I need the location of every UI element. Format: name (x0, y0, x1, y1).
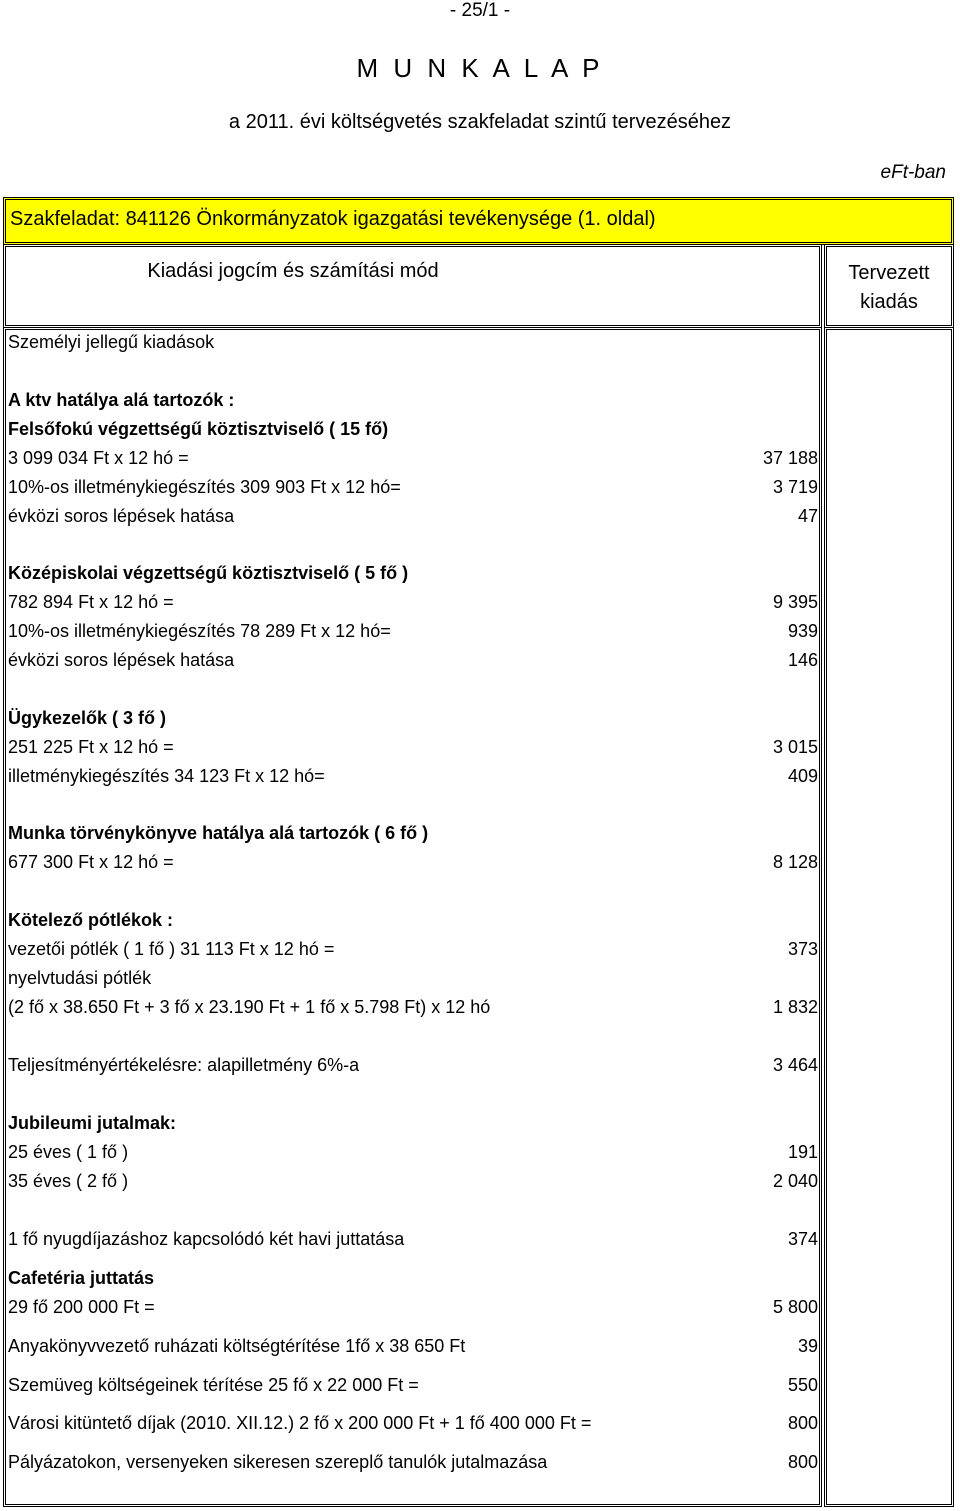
row-label: Városi kitüntető díjak (2010. XII.12.) 2 fő x 200 000 Ft + 1 fő 400 000 Ft = (8, 1413, 592, 1433)
body-cell-amount (824, 327, 954, 1507)
row-value: 409 (787, 766, 818, 786)
header-cell-description (3, 244, 822, 328)
row-label: 29 fő 200 000 Ft = (8, 1297, 155, 1317)
row-label: Ügykezelők ( 3 fő ) (8, 708, 167, 728)
row-label: 3 099 034 Ft x 12 hó = (8, 448, 189, 468)
row-label: 35 éves ( 2 fő ) (8, 1171, 129, 1191)
section-title: Személyi jellegű kiadások (8, 332, 215, 352)
row-value: 3 464 (772, 1055, 818, 1075)
banner-text: Szakfeladat: 841126 Önkormányzatok igazgatási tevékenysége (1. oldal) (10, 208, 656, 230)
row-label: Kötelező pótlékok : (8, 910, 174, 930)
row-value: 37 188 (762, 448, 818, 468)
row-value: 374 (787, 1229, 818, 1249)
row-value: 39 (797, 1336, 818, 1356)
department-banner (3, 197, 954, 245)
row-label: 25 éves ( 1 fő ) (8, 1142, 129, 1162)
row-value: 3 015 (772, 737, 818, 757)
row-value: 800 (787, 1413, 818, 1433)
row-value: 3 719 (772, 477, 818, 497)
row-value: 8 128 (772, 852, 818, 872)
row-value: 5 800 (772, 1297, 818, 1317)
row-label: évközi soros lépések hatása (8, 650, 235, 670)
row-label: Középiskolai végzettségű köztisztviselő ( 5 fő ) (8, 563, 409, 583)
row-label: illetménykiegészítés 34 123 Ft x 12 hó= (8, 766, 325, 786)
row-value: 191 (787, 1142, 818, 1162)
page-title: M U N K A L A P (356, 53, 604, 83)
row-label: 251 225 Ft x 12 hó = (8, 737, 174, 757)
row-label: A ktv hatálya alá tartozók : (8, 390, 235, 410)
row-value: 146 (787, 650, 818, 670)
row-label: Teljesítményértékelésre: alapilletmény 6%-a (8, 1055, 360, 1075)
row-label: Jubileumi jutalmak: (8, 1113, 177, 1133)
row-value: 800 (787, 1452, 818, 1472)
row-value: 1 832 (772, 997, 818, 1017)
row-label: 1 fő nyugdíjazáshoz kapcsolódó két havi juttatása (8, 1229, 405, 1249)
row-value: 939 (787, 621, 818, 641)
unit-label: eFt-ban (880, 162, 946, 183)
row-value: 47 (797, 506, 818, 526)
row-label: Felsőfokú végzettségű köztisztviselő ( 15 fő) (8, 419, 389, 439)
row-label: 10%-os illetménykiegészítés 78 289 Ft x 12 hó= (8, 621, 391, 641)
row-value: 9 395 (772, 592, 818, 612)
row-label: Anyakönyvvezető ruházati költségtérítése 1fő x 38 650 Ft (8, 1336, 466, 1356)
row-label: Cafetéria juttatás (8, 1268, 155, 1288)
row-label: vezetői pótlék ( 1 fő ) 31 113 Ft x 12 hó = (8, 939, 335, 959)
page-subtitle: a 2011. évi költségvetés szakfeladat szintű tervezéséhez (228, 111, 732, 133)
row-label: évközi soros lépések hatása (8, 506, 235, 526)
header-amount-label: Tervezett kiadás (848, 262, 930, 313)
row-value: 373 (787, 939, 818, 959)
row-label: (2 fő x 38.650 Ft + 3 fő x 23.190 Ft + 1 fő x 5.798 Ft) x 12 hó (8, 997, 491, 1017)
row-label: Szemüveg költségeinek térítése 25 fő x 22 000 Ft = (8, 1375, 419, 1395)
row-value: 2 040 (772, 1171, 818, 1191)
row-label: nyelvtudási pótlék (8, 968, 152, 988)
row-value: 550 (787, 1375, 818, 1395)
row-label: 10%-os illetménykiegészítés 309 903 Ft x 12 hó= (8, 477, 401, 497)
row-label: 677 300 Ft x 12 hó = (8, 852, 174, 872)
row-label: Pályázatokon, versenyeken sikeresen szereplő tanulók jutalmazása (8, 1452, 548, 1472)
row-label: Munka törvénykönyve hatálya alá tartozók ( 6 fő ) (8, 823, 429, 843)
header-description-label: Kiadási jogcím és számítási mód (147, 260, 439, 282)
row-label: 782 894 Ft x 12 hó = (8, 592, 174, 612)
page-number: - 25/1 - (449, 0, 511, 21)
